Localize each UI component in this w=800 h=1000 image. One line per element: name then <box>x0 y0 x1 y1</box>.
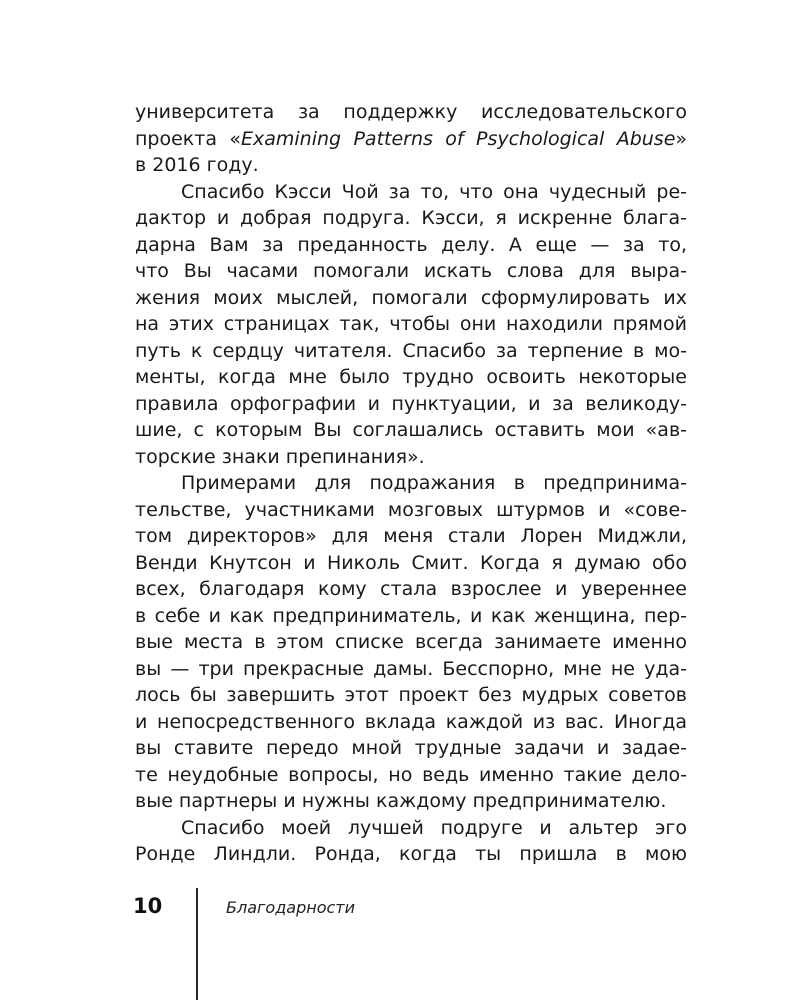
text-line: торские знаки препинания». <box>135 445 425 468</box>
body-text <box>135 99 687 868</box>
text-line: менты, когда мне было трудно освоить некоторые <box>135 366 687 388</box>
text-line: в 2016 году. <box>135 154 259 176</box>
text-line: вые места в этом списке всегда занимаете именно <box>135 631 687 653</box>
text-line: Ронде Линдли. Ронда, когда ты пришла в мою <box>135 843 687 865</box>
paragraph-start-line: Спасибо моей лучшей подруге и альтер эго <box>181 816 687 839</box>
running-title: Благодарности <box>226 898 355 917</box>
text-line: лось бы завершить этот проект без мудрых советов <box>135 684 687 706</box>
footer-divider <box>196 888 198 1000</box>
text-line: путь к сердцу читателя. Спасибо за терпение в мо- <box>135 339 687 362</box>
paragraph-start-line: Спасибо Кэсси Чой за то, что она чудесный ре- <box>181 180 687 203</box>
text-line: проекта «Examining Patterns of Psychological Abuse» <box>135 127 688 150</box>
text-line: дарна Вам за преданность делу. А еще — за то, <box>135 233 687 256</box>
text-line: вые партнеры и нужны каждому предпринимателю. <box>135 790 667 812</box>
text-line: шие, с которым Вы соглашались оставить мои «ав- <box>135 419 687 441</box>
text-line: что Вы часами помогали искать слова для выра- <box>135 260 687 282</box>
paragraph-start-line: Примерами для подражания в предпринима- <box>181 472 687 494</box>
italic-title: Examining Patterns of Psychological Abuse <box>241 127 676 150</box>
text-line: том директоров» для меня стали Лорен Миджли, <box>135 525 687 547</box>
text-line: тельстве, участниками мозговых штурмов и «сове- <box>135 498 687 521</box>
text-line: всех, благодаря кому стала взрослее и увереннее <box>135 578 687 600</box>
text-line: вы — три прекрасные дамы. Бесспорно, мне не уда- <box>135 657 687 680</box>
text-line: в себе и как предприниматель, и как женщина, пер- <box>135 604 687 627</box>
text-line: правила орфографии и пунктуации, и за великоду- <box>135 392 687 415</box>
page-number: 10 <box>133 894 163 918</box>
text-line: вы ставите передо мной трудные задачи и задае- <box>135 737 687 759</box>
text-line: дактор и добрая подруга. Кэсси, я искренне блага- <box>135 207 687 229</box>
text-line: на этих страницах так, чтобы они находили прямой <box>135 313 687 335</box>
text-line: те неудобные вопросы, но ведь именно такие дело- <box>135 763 687 786</box>
text-line: жения моих мыслей, помогали сформулировать их <box>135 286 687 309</box>
text-line: Венди Кнутсон и Николь Смит. Когда я думаю обо <box>135 551 687 574</box>
text-line: и непосредственного вклада каждой из вас. Иногда <box>135 710 687 733</box>
text-line: университета за поддержку исследовательского <box>135 101 687 123</box>
